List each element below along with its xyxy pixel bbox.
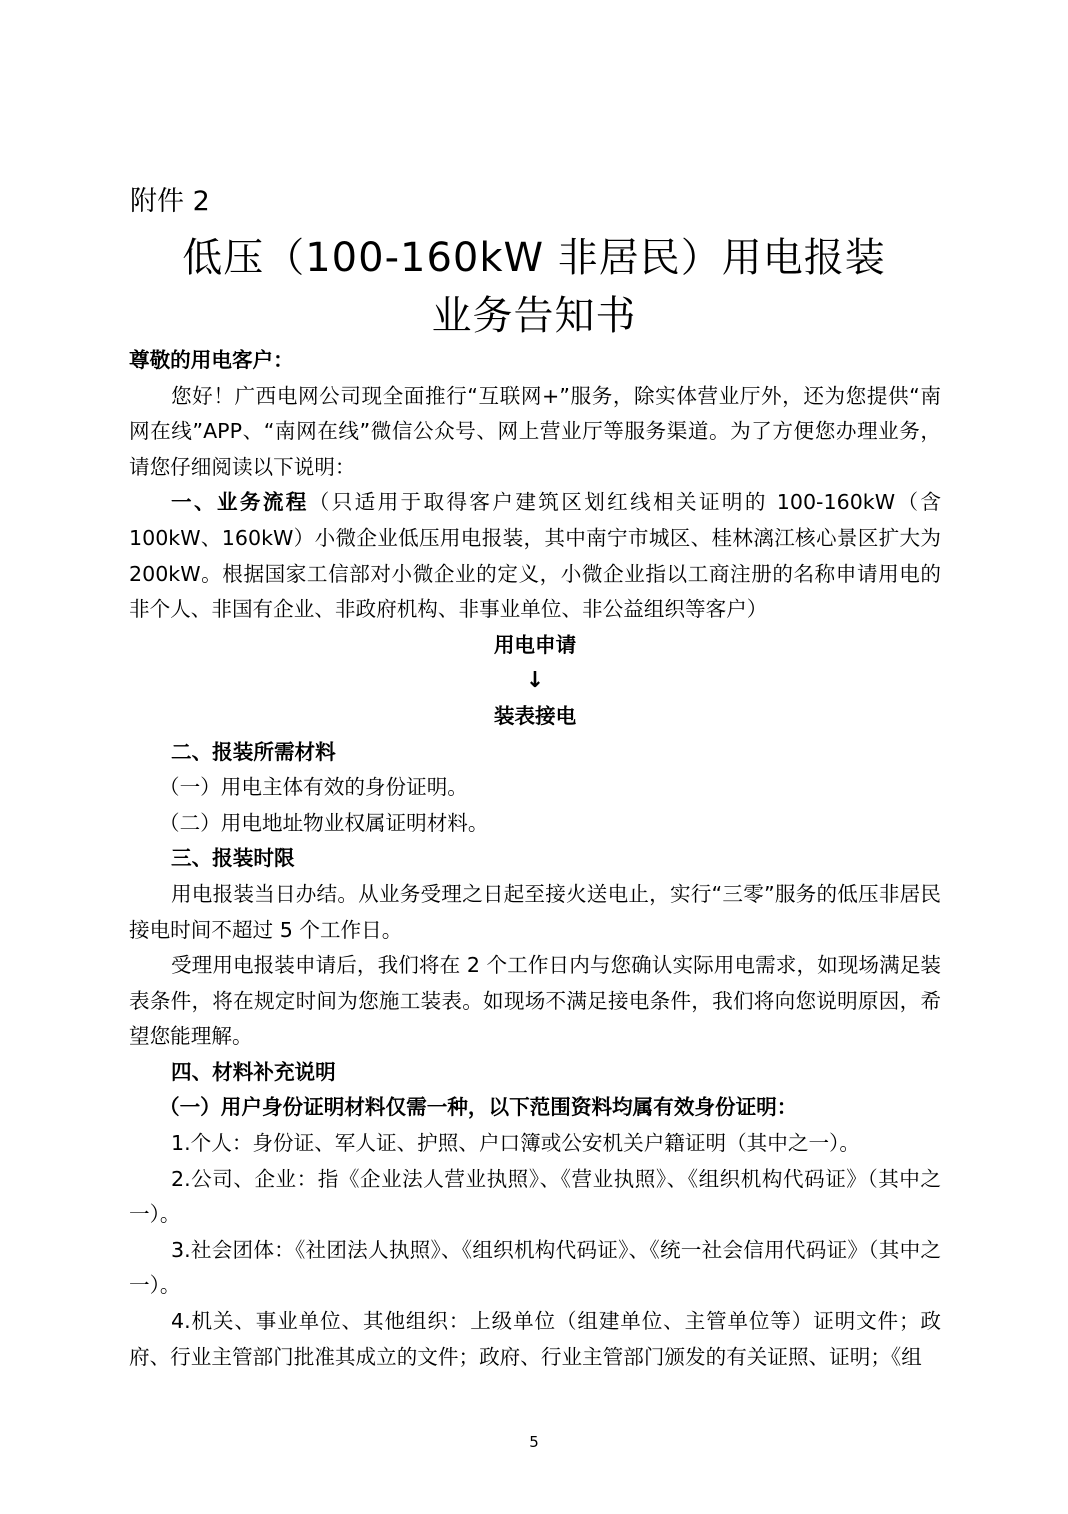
section4-heading: 四、材料补充说明 — [171, 1059, 336, 1084]
flow-step-install: 装表接电 — [493, 703, 577, 728]
section1-heading: 一、业务流程 — [171, 490, 309, 515]
section4-item2: 2.公司、企业：指《企业法人营业执照》、《营业执照》、《组织机构代码证》（其中之一）。 — [129, 1166, 941, 1227]
section4-item3: 3.社会团体：《社团法人执照》、《组织机构代码证》、《统一社会信用代码证》（其中之一）。 — [129, 1237, 941, 1298]
section2-item2: （二）用电地址物业权属证明材料。 — [159, 810, 489, 835]
section4-item4: 4.机关、事业单位、其他组织：上级单位（组建单位、主管单位等）证明文件；政府、行业主管部门批准其成立的文件；政府、行业主管部门颁发的有关证照、证明；《组 — [129, 1309, 941, 1369]
document-title-line2: 业务告知书 — [431, 293, 637, 339]
section1-paragraph — [129, 485, 941, 627]
section2-item1: （一）用电主体有效的身份证明。 — [159, 775, 468, 800]
flow-arrow-icon: ↓ — [525, 668, 545, 694]
section1-note: （只适用于取得客户建筑区划红线相关证明的 100-160kW（含 100kW、160kW）小微企业低压用电报装，其中南宁市城区、桂林漓江核心景区扩大为 200kW。根据国家工信部对小微企业的定义，小微企业指以工商注册的名称申请用电的非个人、非国有企业、非政府机构、非事业单位、非公益组织等客户） — [129, 490, 941, 622]
section3-heading: 三、报装时限 — [171, 846, 295, 871]
intro-paragraph: 您好！广西电网公司现全面推行“互联网+”服务，除实体营业厅外，还为您提供“南网在线”APP、“南网在线”微信公众号、网上营业厅等服务渠道。为了方便您办理业务，请您仔细阅读以下说明： — [129, 383, 941, 479]
document-title-line1: 低压（100-160kW 非居民）用电报装 — [182, 235, 886, 281]
flow-step-apply: 用电申请 — [493, 632, 577, 657]
section4-item1: 1.个人：身份证、军人证、护照、户口簿或公安机关户籍证明（其中之一）。 — [171, 1131, 860, 1156]
page-number: 5 — [529, 1433, 539, 1451]
section2-heading: 二、报装所需材料 — [171, 739, 336, 764]
document-body — [129, 343, 941, 1375]
section3-paragraph2: 受理用电报装申请后，我们将在 2 个工作日内与您确认实际用电需求，如现场满足装表条件，将在规定时间为您施工装表。如现场不满足接电条件，我们将向您说明原因，希望您能理解。 — [129, 953, 941, 1049]
section3-paragraph1: 用电报装当日办结。从业务受理之日起至接火送电止，实行“三零”服务的低压非居民接电时间不超过 5 个工作日。 — [129, 881, 941, 942]
attachment-label: 附件 2 — [130, 186, 210, 217]
section4-subheading: （一）用户身份证明材料仅需一种，以下范围资料均属有效身份证明： — [159, 1095, 798, 1120]
greeting: 尊敬的用电客户： — [129, 348, 294, 372]
